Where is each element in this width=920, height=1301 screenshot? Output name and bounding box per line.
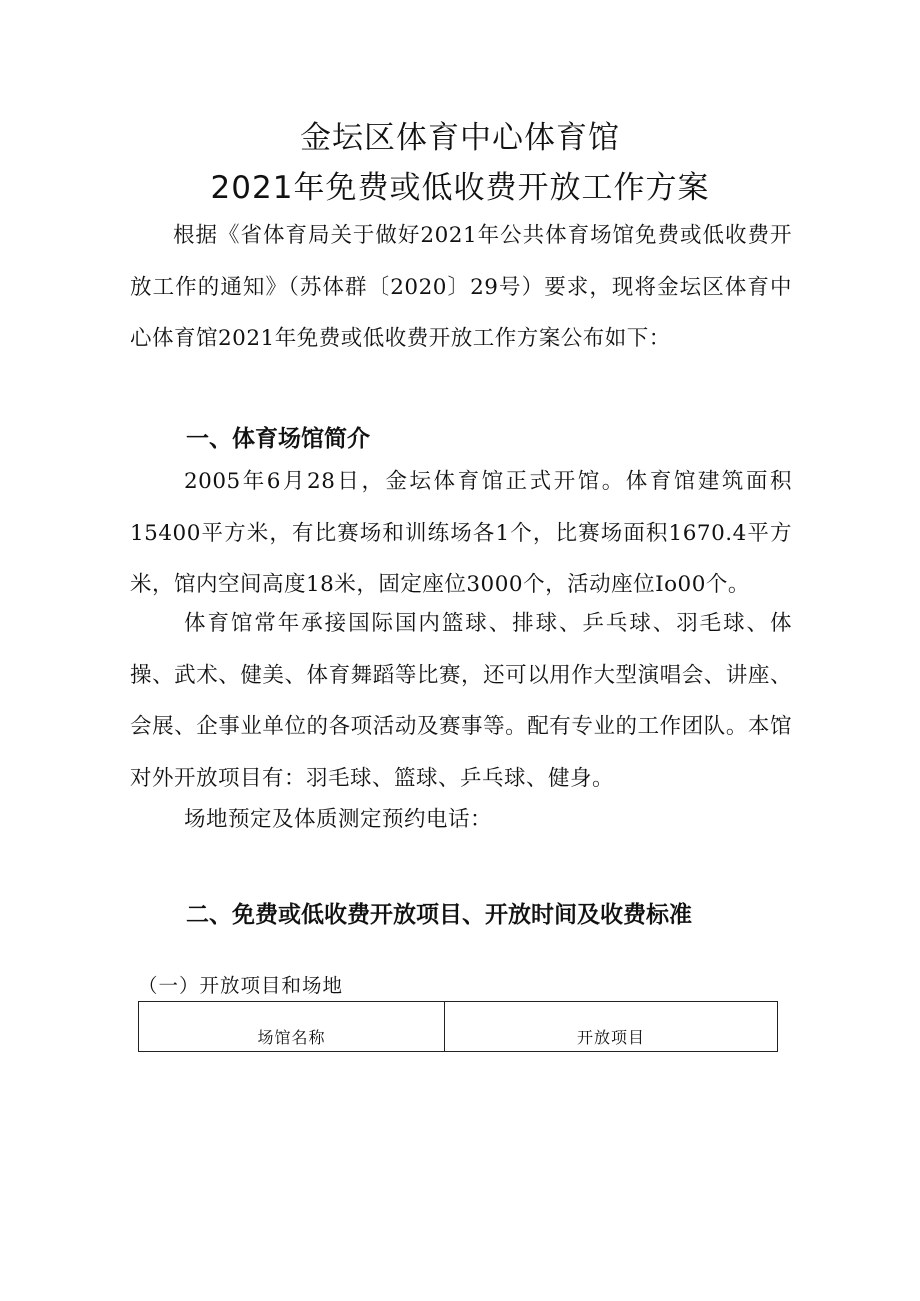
intro-paragraph: 根据《省体育局关于做好2021年公共体育场馆免费或低收费开放工作的通知》（苏体群〔2020〕29号）要求，现将金坛区体育中心体育馆2021年免费或低收费开放工作方案公布如下： bbox=[130, 223, 792, 351]
booking-phone-paragraph: 场地预定及体质测定预约电话： bbox=[184, 807, 493, 832]
venue-events-paragraph: 体育馆常年承接国际国内篮球、排球、乒乓球、羽毛球、体操、武术、健美、体育舞蹈等比赛，还可以用作大型演唱会、讲座、会展、企事业单位的各项活动及赛事等。配有专业的工作团队。本馆对外开放项目有：羽毛球、篮球、乒乓球、健身。 bbox=[130, 611, 792, 791]
document-title-line2: 2021年免费或低收费开放工作方案 bbox=[210, 170, 710, 206]
document-title-line1: 金坛区体育中心体育馆 bbox=[300, 120, 620, 156]
table-header-items-label: 开放项目 bbox=[576, 1028, 645, 1047]
table-header-venue-label: 场馆名称 bbox=[257, 1028, 326, 1047]
venue-history-paragraph: 2005年6月28日，金坛体育馆正式开馆。体育馆建筑面积15400平方米，有比赛场和训练场各1个，比赛场面积1670.4平方米，馆内空间高度18米，固定座位3000个，活动座位Io00个。 bbox=[130, 469, 792, 597]
table-header-cell-venue bbox=[139, 1002, 445, 1051]
table-header-cell-items bbox=[445, 1002, 777, 1051]
section1-heading: 一、体育场馆简介 bbox=[186, 426, 370, 452]
open-items-table bbox=[138, 1001, 778, 1052]
section2-heading: 二、免费或低收费开放项目、开放时间及收费标准 bbox=[186, 902, 692, 928]
section2-subheading: （一）开放项目和场地 bbox=[138, 974, 344, 997]
